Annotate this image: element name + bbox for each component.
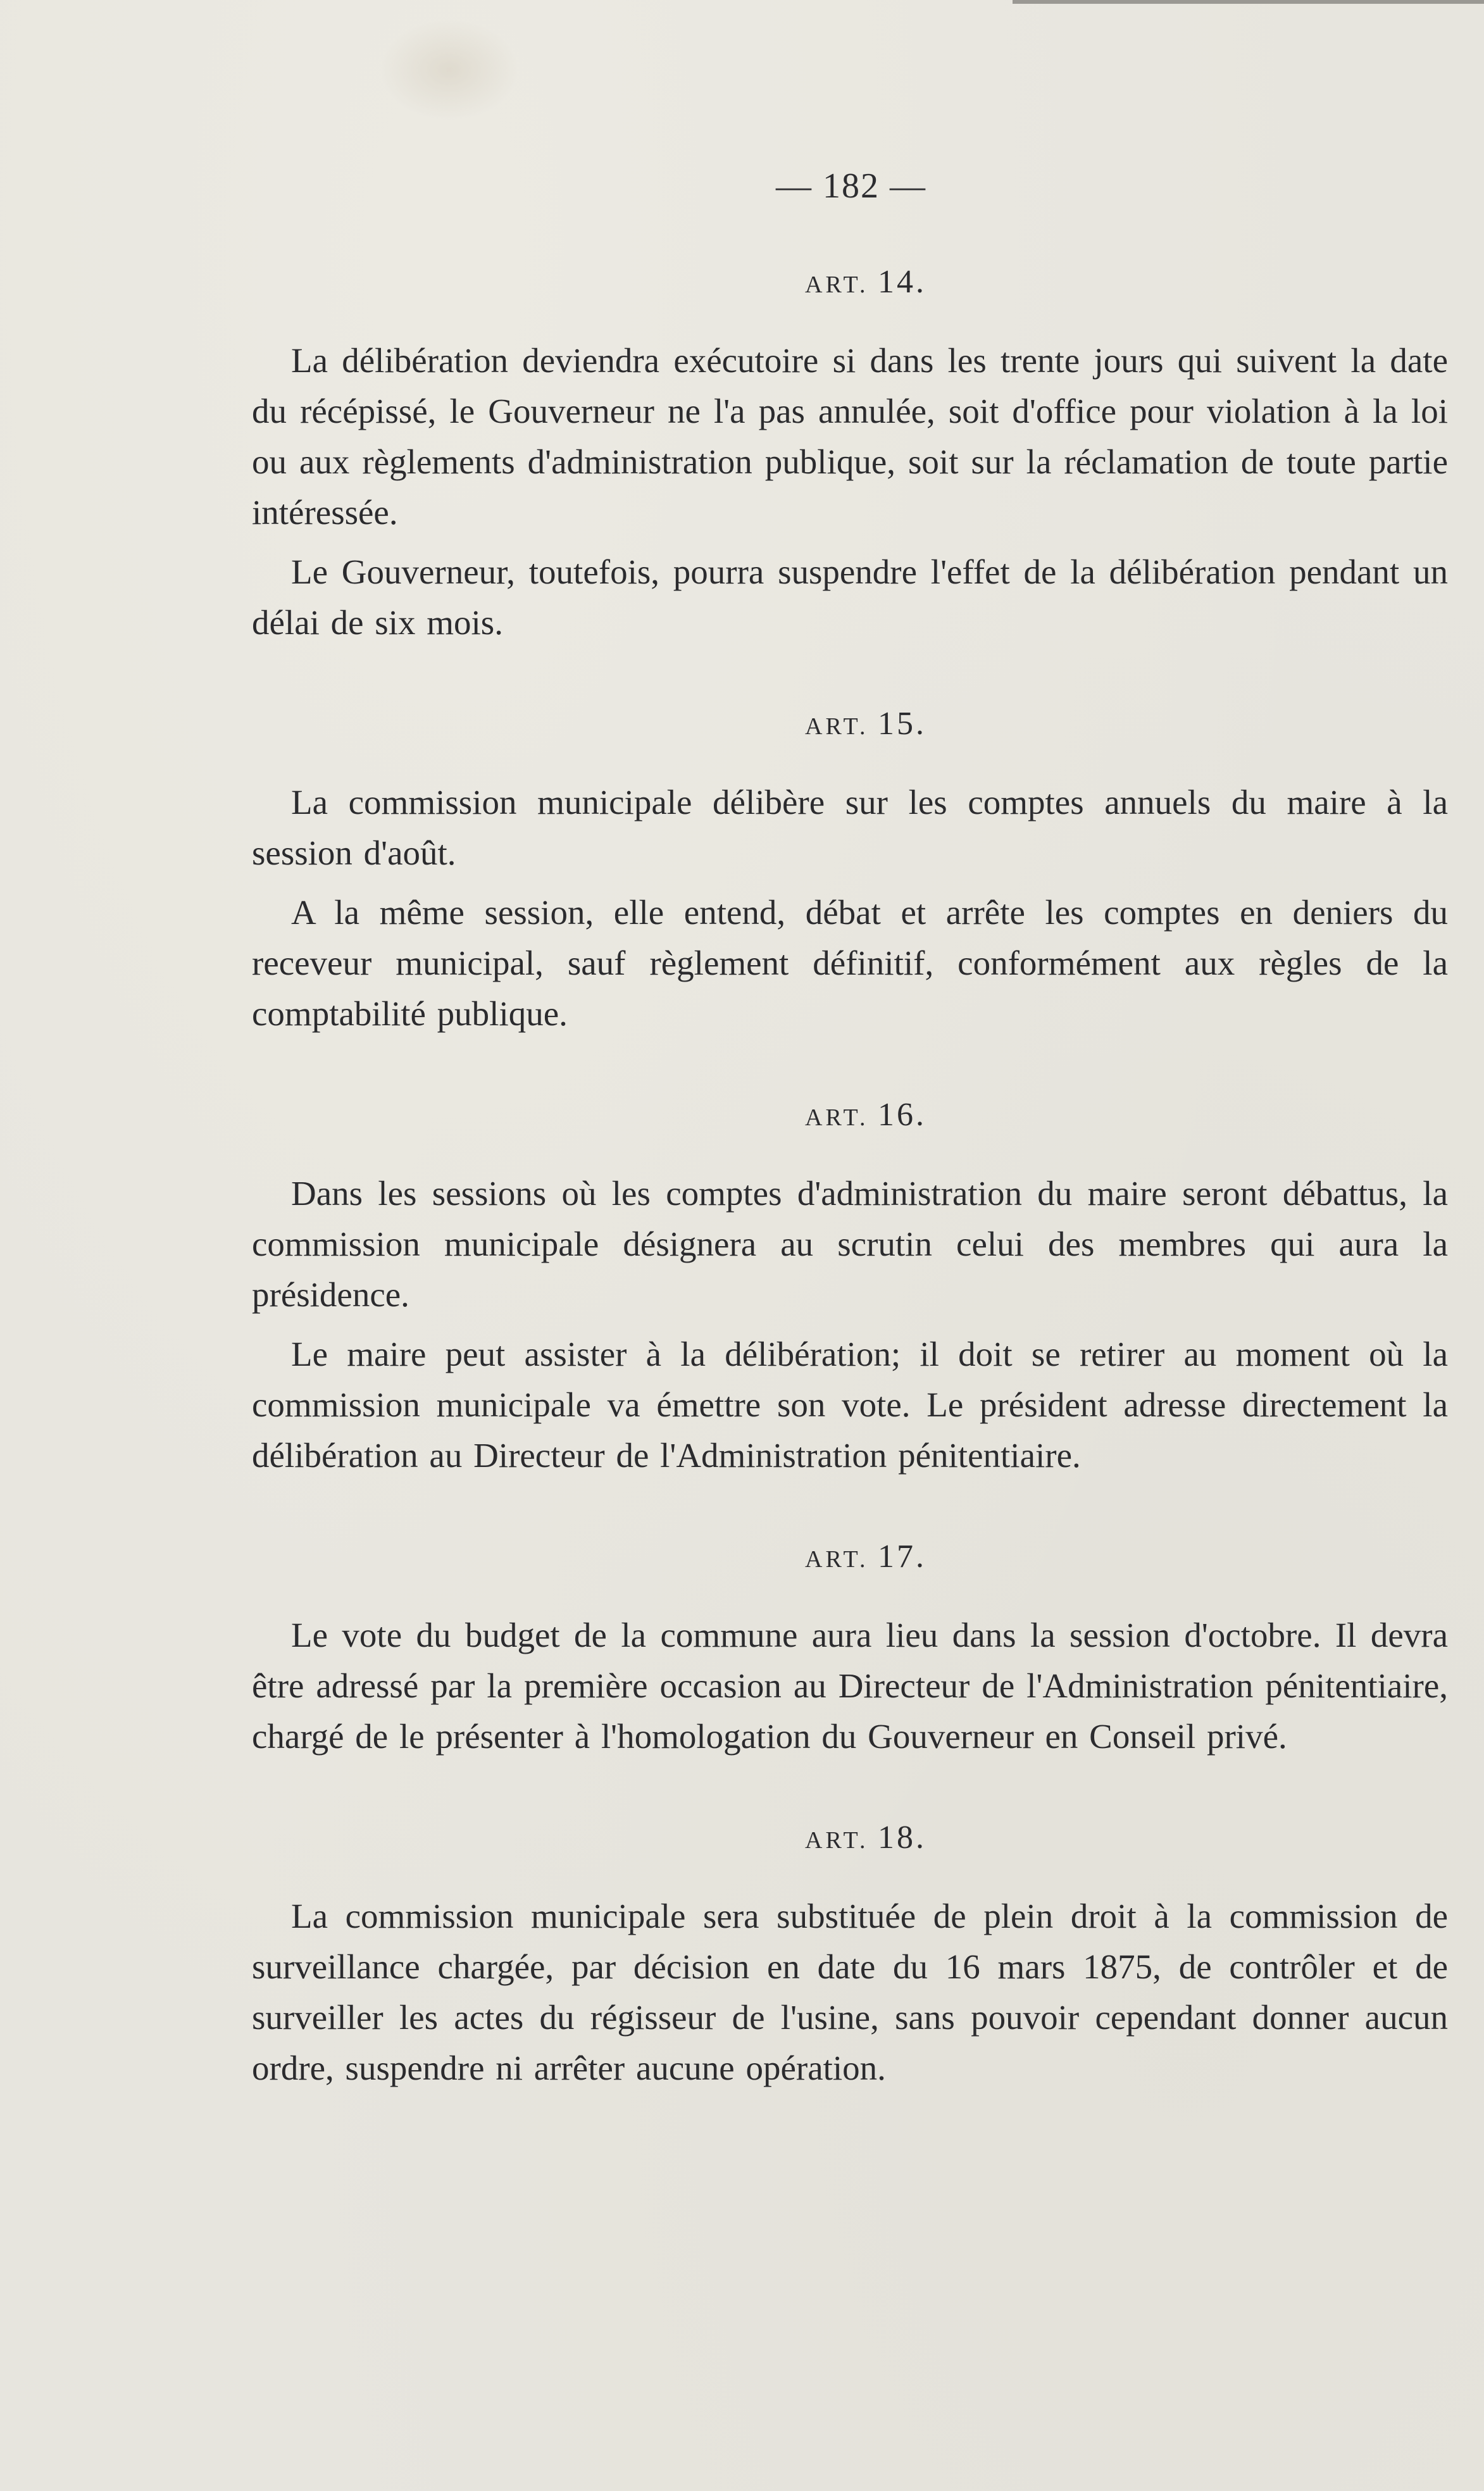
page-top-edge: [1013, 0, 1484, 4]
article-label: ART.: [805, 713, 869, 740]
article-paragraph: A la même session, elle entend, débat et arrête les comptes en deniers du receveur municipal, sauf règlement définitif, conformément aux règles de la comptabilité publique.: [252, 893, 1448, 1033]
paper-stain: [380, 19, 519, 120]
article-paragraph: Le Gouverneur, toutefois, pourra suspendre l'effet de la délibération pendant un délai de six mois.: [252, 553, 1448, 642]
article-number: 14.: [877, 264, 926, 300]
article-number: 15.: [877, 706, 926, 742]
article-paragraph: La délibération deviendra exécutoire si dans les trente jours qui suivent la date du récépissé, le Gouverneur ne l'a pas annulée, soit d'office pour violation à la loi ou aux règlements d'administration publique, soit sur la réclamation de toute partie intéressée.: [252, 341, 1448, 532]
article-14: [252, 259, 1448, 648]
article-paragraph: Dans les sessions où les comptes d'administration du maire seront débattus, la commission municipale désignera au scrutin celui des membres qui aura la présidence.: [252, 1174, 1448, 1314]
article-number: 18.: [877, 1820, 926, 1856]
article-paragraph: Le vote du budget de la commune aura lieu dans la session d'octobre. Il devra être adressé par la première occasion au Directeur de l'Administration pénitentiaire, chargé de le présenter à l'homologation du Gouverneur en Conseil privé.: [252, 1616, 1448, 1756]
article-label: ART.: [805, 272, 869, 298]
article-label: ART.: [805, 1827, 869, 1854]
article-number: 17.: [877, 1539, 926, 1575]
article-heading: [284, 701, 1448, 747]
article-17: [252, 1534, 1448, 1762]
article-16: [252, 1092, 1448, 1481]
article-paragraph: La commission municipale sera substituée de plein droit à la commission de surveillance chargée, par décision en date du 16 mars 1875, de contrôler et de surveiller les actes du régisseur de l'usine, sans pouvoir cependant donner aucun ordre, suspendre ni arrêter aucune opération.: [252, 1897, 1448, 2087]
article-number: 16.: [877, 1097, 926, 1133]
article-label: ART.: [805, 1104, 869, 1131]
article-paragraph: La commission municipale délibère sur les comptes annuels du maire à la session d'août.: [252, 783, 1448, 872]
page-number: — 182 —: [776, 166, 926, 206]
article-18: [252, 1815, 1448, 2094]
article-paragraph: Le maire peut assister à la délibération; il doit se retirer au moment où la commission municipale va émettre son vote. Le président adresse directement la délibération au Directeur de l'Administration pénitentiaire.: [252, 1335, 1448, 1475]
document-body: [252, 259, 1448, 2102]
article-label: ART.: [805, 1546, 869, 1573]
article-15: [252, 701, 1448, 1039]
article-heading: [284, 1534, 1448, 1580]
article-heading: [284, 1092, 1448, 1138]
article-heading: [284, 1815, 1448, 1861]
article-heading: [284, 259, 1448, 305]
